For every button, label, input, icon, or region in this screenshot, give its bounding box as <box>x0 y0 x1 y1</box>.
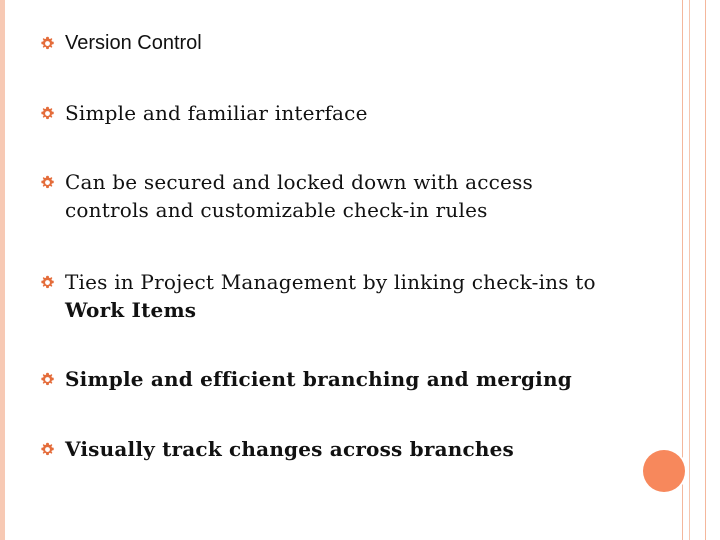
bullet-text: Visually track changes across branches <box>65 437 515 461</box>
left-border <box>0 0 5 540</box>
bullet-text-line-1: Can be secured and locked down with access <box>65 170 533 194</box>
bullet-text: Version Control <box>65 32 202 54</box>
bullet-text <box>65 168 655 224</box>
bullet-text-line-2: controls and customizable check-in rules <box>65 198 488 222</box>
right-decorative-rail <box>682 0 706 540</box>
gear-icon <box>40 175 55 190</box>
gear-icon <box>40 442 55 457</box>
bullet-text <box>65 268 655 324</box>
bullet-text: Simple and efficient branching and merging <box>65 367 572 391</box>
right-rail-line <box>689 0 690 540</box>
bullet-text: Simple and familiar interface <box>65 101 368 125</box>
gear-icon <box>40 372 55 387</box>
gear-icon <box>40 36 55 51</box>
gear-icon <box>40 275 55 290</box>
bullet-text-line-2: Work Items <box>65 298 197 322</box>
gear-icon <box>40 106 55 121</box>
bullet-text-line-1: Ties in Project Management by linking check-ins to <box>65 270 596 294</box>
